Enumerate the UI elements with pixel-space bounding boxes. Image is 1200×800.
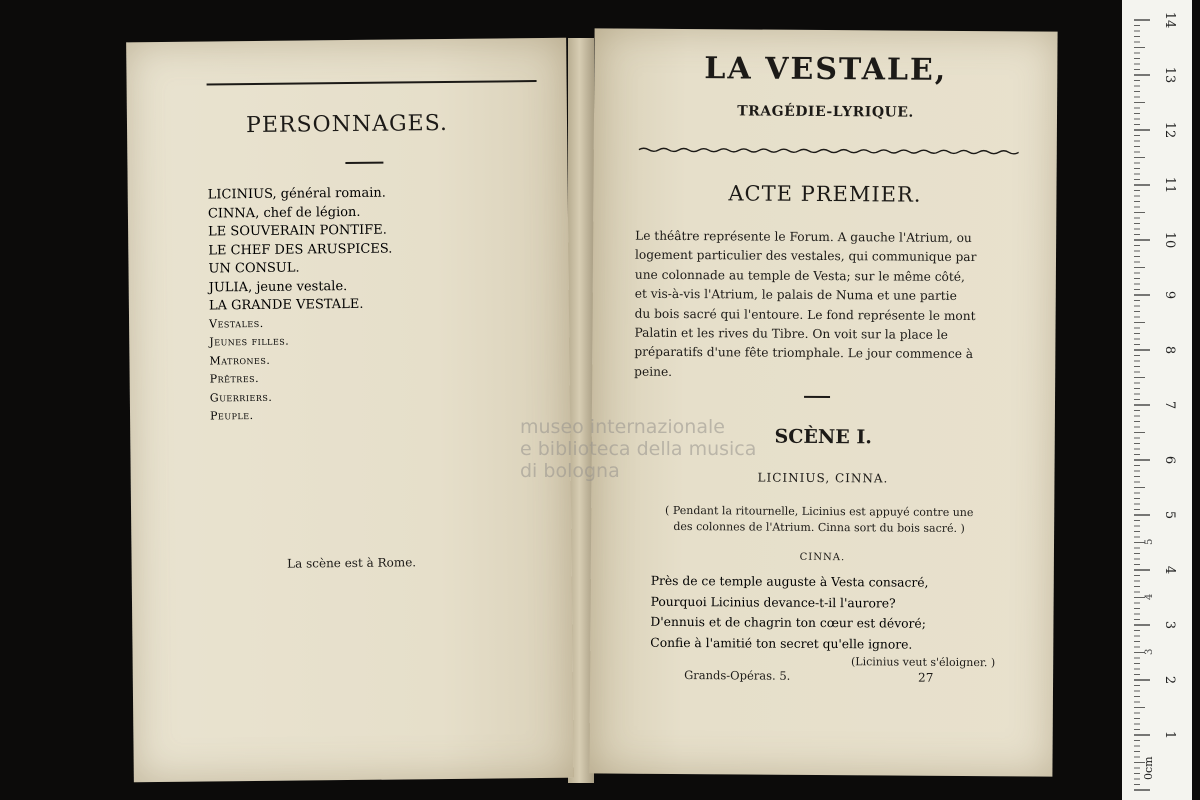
ruler-number: 4: [1162, 565, 1177, 575]
cast-role: CINNA, chef de légion.: [207, 204, 361, 221]
ruler-number: 3: [1162, 620, 1177, 630]
act-heading: ACTE PREMIER.: [728, 181, 922, 207]
ruler-inch-number: 4: [1144, 593, 1155, 600]
verse-line: D'ennuis et de chagrin ton cœur est dévoré;: [650, 614, 926, 631]
ruler-number: 10: [1162, 231, 1177, 249]
ruler-number: 1: [1162, 730, 1177, 740]
cast-role: Prêtres.: [209, 371, 260, 386]
ruler-inch-number: 5: [1144, 538, 1155, 545]
verse-line: Près de ce temple auguste à Vesta consacré,: [650, 573, 929, 590]
ruler-number: 11: [1162, 176, 1177, 194]
ornamental-rule: [639, 147, 1019, 156]
ruler-number: 8: [1162, 345, 1177, 355]
stage-direction-line: ( Pendant la ritournelle, Licinius est appuyé contre une: [665, 503, 974, 520]
top-rule: [207, 80, 537, 85]
cast-role: LE CHEF DES ARUSPICES.: [208, 241, 393, 258]
cast-role: LA GRANDE VESTALE.: [208, 296, 364, 314]
cast-role: Guerriers.: [209, 390, 273, 404]
description-line: logement particulier des vestales, qui communique par: [634, 248, 977, 265]
opera-subtitle: TRAGÉDIE-LYRIQUE.: [737, 103, 914, 121]
stage-direction-exit: (Licinius veut s'éloigner. ): [850, 655, 996, 670]
setting-line: La scène est à Rome.: [287, 555, 417, 571]
verse-line: Pourquoi Licinius devance-t-il l'aurore?: [650, 594, 896, 611]
stage-direction-line: des colonnes de l'Atrium. Cinna sort du bois sacré. ): [673, 519, 965, 535]
page-footer: Grands-Opéras. 5.: [684, 668, 791, 683]
cast-role: Matrones.: [209, 353, 271, 367]
cast-role: Jeunes filles.: [209, 334, 290, 349]
page-number: 27: [918, 670, 934, 685]
cast-role: LICINIUS, général romain.: [207, 185, 386, 203]
ruler-number: 2: [1162, 675, 1177, 685]
ruler-number: 5: [1162, 510, 1177, 520]
description-line: et vis-à-vis l'Atrium, le palais de Numa et une partie: [634, 286, 957, 304]
description-line: Le théâtre représente le Forum. A gauche l'Atrium, ou: [635, 228, 972, 246]
description-line: préparatifs d'une fête triomphale. Le jour commence à: [634, 345, 974, 362]
stage-description: [634, 227, 1025, 385]
ruler-number: 9: [1162, 290, 1177, 300]
cast-role: LE SOUVERAIN PONTIFE.: [208, 222, 387, 240]
right-page: [589, 28, 1057, 776]
speaker-name: CINNA.: [799, 551, 846, 564]
cast-role: Peuple.: [209, 409, 254, 423]
ruler-unit-label: 0cm: [1142, 756, 1155, 780]
ruler-number: 6: [1162, 455, 1177, 465]
cast-role: JULIA, jeune vestale.: [208, 278, 348, 295]
section-dash: [804, 396, 830, 398]
description-line: peine.: [634, 364, 673, 379]
ruler-number: 13: [1162, 66, 1177, 84]
personnages-heading: PERSONNAGES.: [245, 110, 449, 139]
watermark-line-1: museo internazionale: [520, 416, 725, 438]
scene-heading: SCÈNE I.: [774, 425, 872, 449]
watermark-line-3: di bologna: [520, 460, 620, 482]
ruler-number: 14: [1162, 11, 1177, 29]
ruler-scale: [1134, 0, 1184, 800]
description-line: une colonnade au temple de Vesta; sur le même côté,: [634, 267, 965, 284]
scene-characters: LICINIUS, CINNA.: [757, 470, 889, 486]
cast-role: Vestales.: [209, 316, 264, 330]
ruler-inch-number: 3: [1144, 648, 1155, 655]
watermark-line-2: e biblioteca della musica: [520, 438, 757, 460]
cast-role: UN CONSUL.: [208, 260, 300, 277]
ruler-number: 12: [1162, 121, 1177, 139]
library-watermark: [520, 416, 756, 482]
description-line: du bois sacré qui l'entoure. Le fond représente le mont: [634, 306, 976, 323]
stage-direction: [649, 503, 989, 537]
heading-dash: [345, 162, 383, 164]
verse-line: Confie à l'amitié ton secret qu'elle ignore.: [650, 635, 913, 652]
left-page: [126, 38, 574, 783]
description-line: Palatin et les rives du Tibre. On voit sur la place le: [634, 325, 948, 342]
opera-title: LA VESTALE,: [704, 51, 948, 88]
ruler-number: 7: [1162, 400, 1177, 410]
